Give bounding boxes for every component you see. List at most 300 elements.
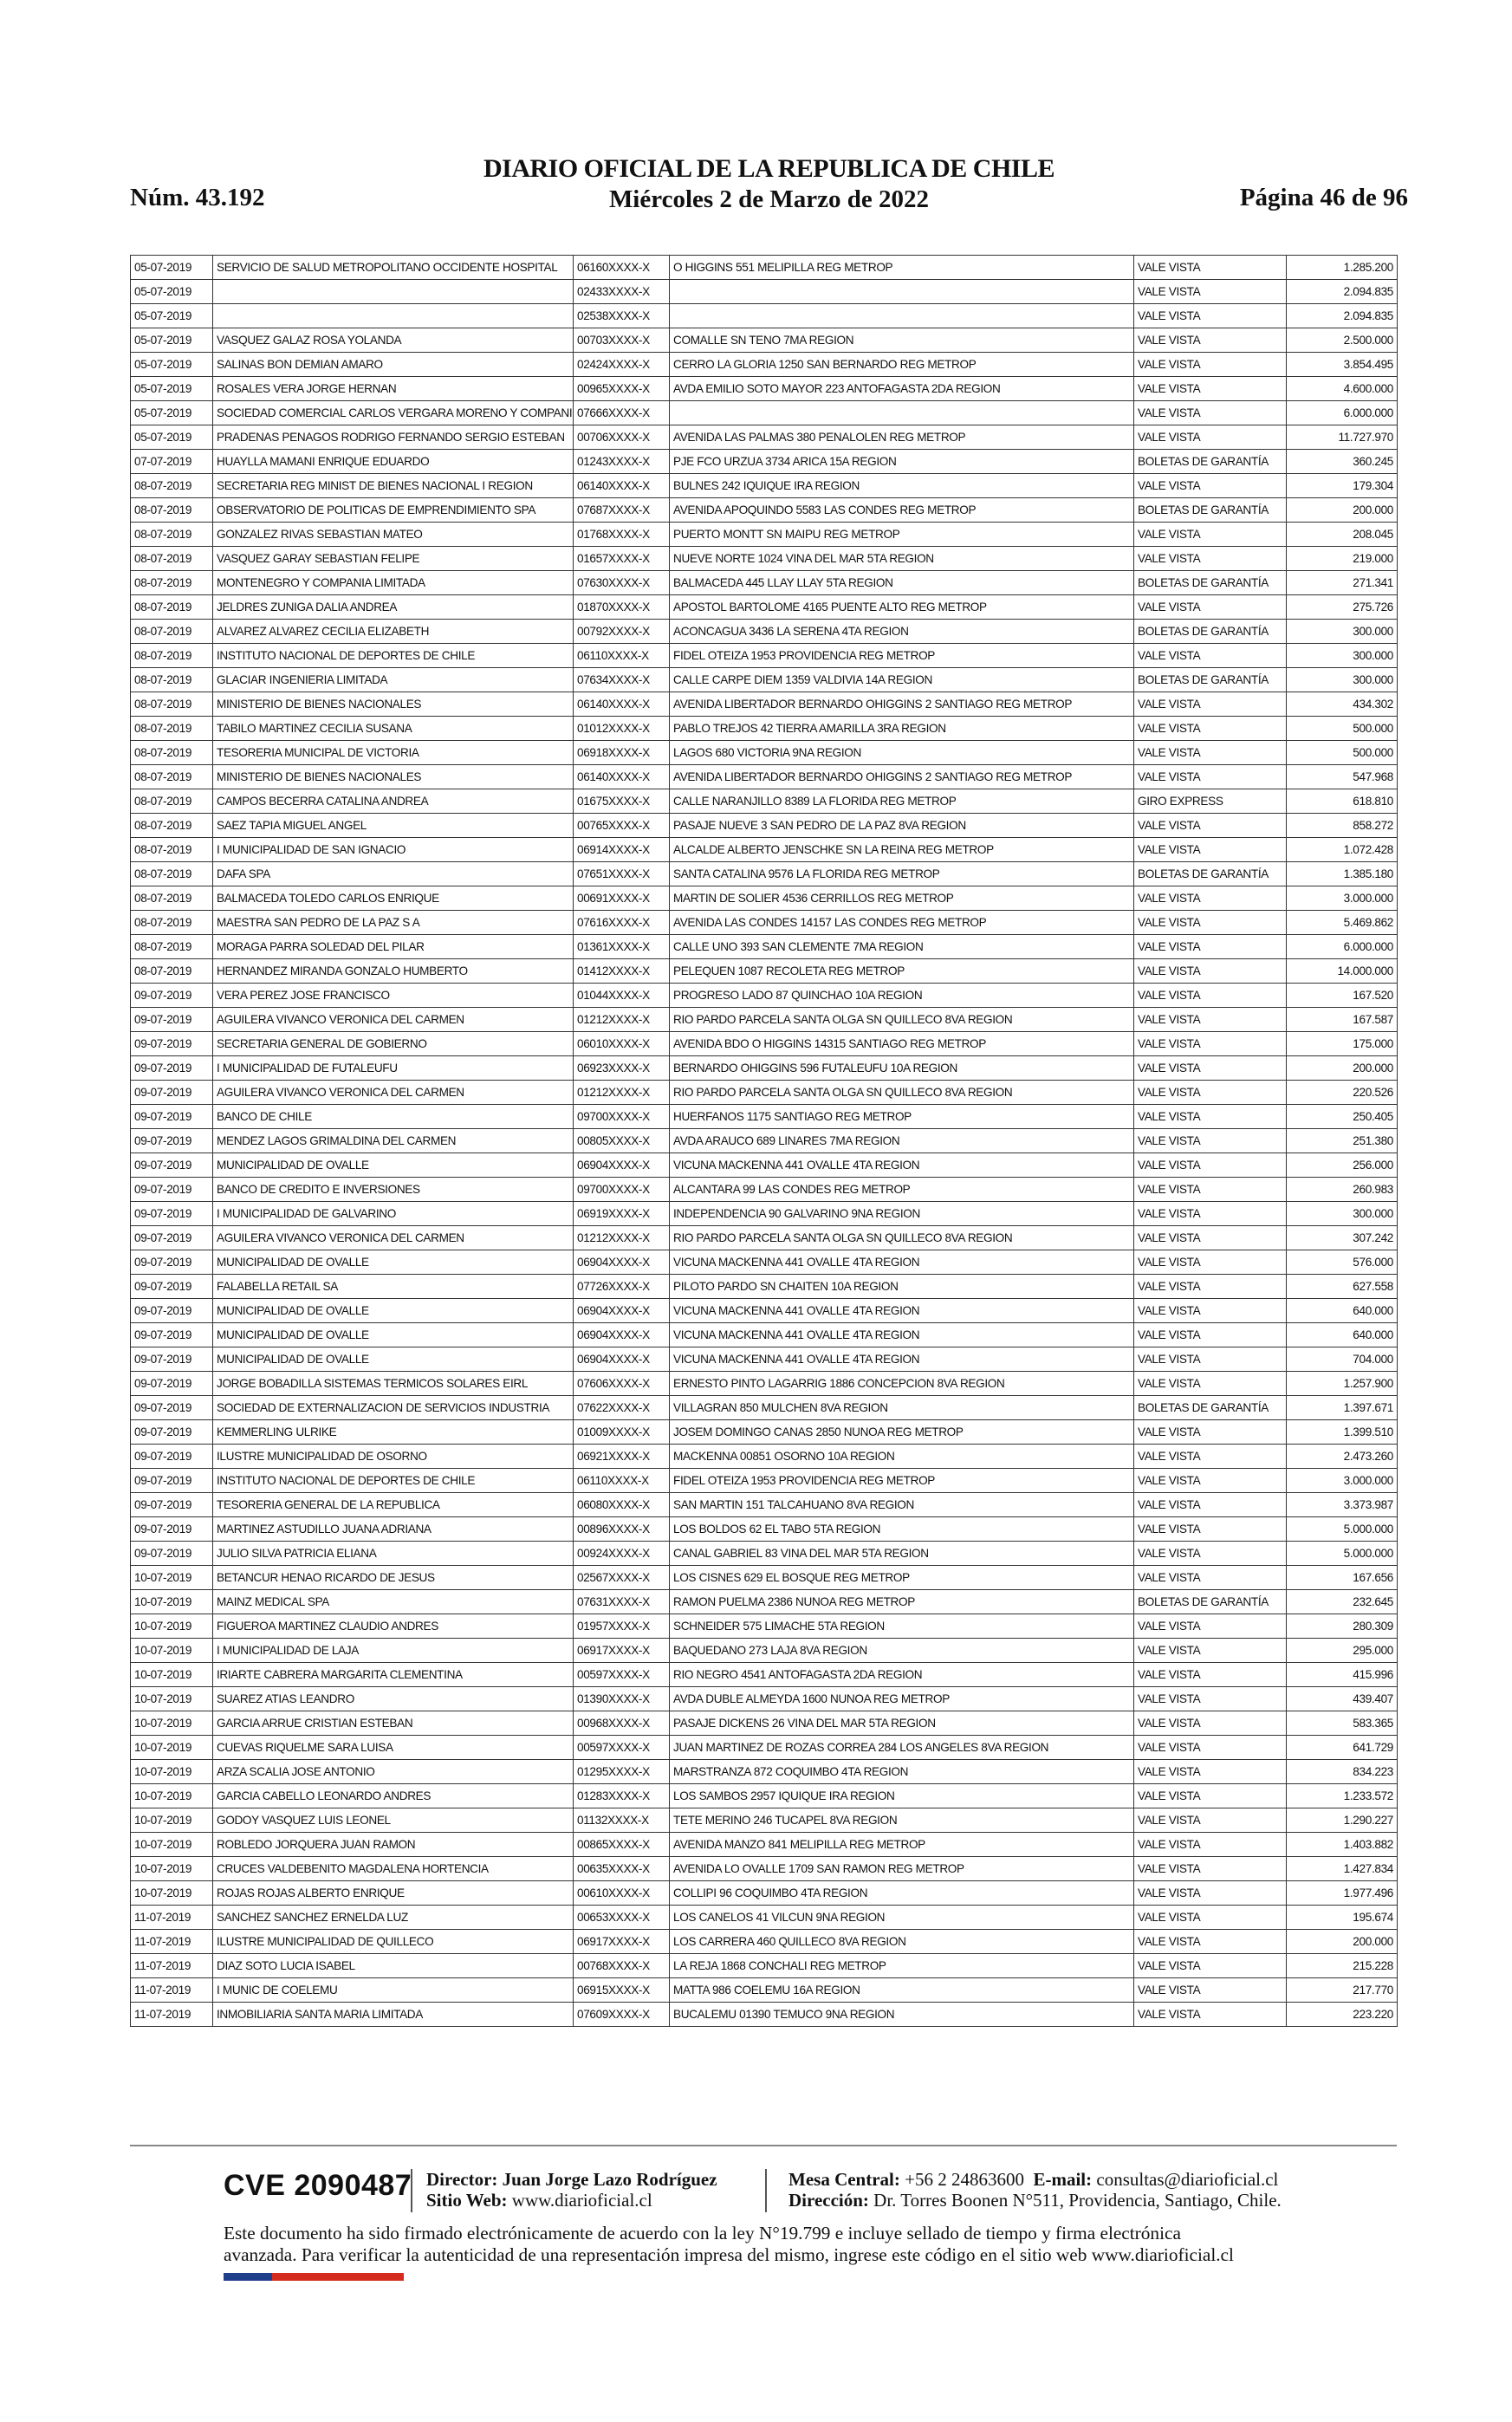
cell-document-type: VALE VISTA (1134, 595, 1287, 620)
cell-address: RAMON PUELMA 2386 NUNOA REG METROP (670, 1590, 1134, 1614)
cell-rut: 06904XXXX-X (574, 1347, 670, 1372)
cell-date: 10-07-2019 (131, 1639, 213, 1663)
cell-document-type: VALE VISTA (1134, 1202, 1287, 1226)
cell-amount: 5.000.000 (1287, 1542, 1398, 1566)
cell-address: PROGRESO LADO 87 QUINCHAO 10A REGION (670, 984, 1134, 1008)
cell-date: 11-07-2019 (131, 1930, 213, 1954)
cell-date: 08-07-2019 (131, 595, 213, 620)
cell-beneficiary: CAMPOS BECERRA CATALINA ANDREA (213, 789, 574, 814)
table-row (131, 1566, 1398, 1590)
table-row (131, 1833, 1398, 1857)
cell-address: FIDEL OTEIZA 1953 PROVIDENCIA REG METROP (670, 644, 1134, 668)
cell-date: 11-07-2019 (131, 2003, 213, 2027)
cell-address: AVENIDA LIBERTADOR BERNARDO OHIGGINS 2 SANTIAGO REG METROP (670, 692, 1134, 717)
cell-document-type: VALE VISTA (1134, 1445, 1287, 1469)
cell-amount: 627.558 (1287, 1275, 1398, 1299)
cell-rut: 06140XXXX-X (574, 765, 670, 789)
table-row (131, 1493, 1398, 1517)
cell-date: 08-07-2019 (131, 668, 213, 692)
cell-beneficiary: SANCHEZ SANCHEZ ERNELDA LUZ (213, 1906, 574, 1930)
cell-rut: 06010XXXX-X (574, 1032, 670, 1056)
cell-document-type: VALE VISTA (1134, 814, 1287, 838)
cell-rut: 06140XXXX-X (574, 474, 670, 498)
cell-document-type: VALE VISTA (1134, 1226, 1287, 1250)
cell-rut: 06919XXXX-X (574, 1202, 670, 1226)
cell-beneficiary: MUNICIPALIDAD DE OVALLE (213, 1347, 574, 1372)
cell-amount: 1.385.180 (1287, 862, 1398, 886)
cell-date: 08-07-2019 (131, 814, 213, 838)
table-row (131, 377, 1398, 401)
cell-amount: 167.587 (1287, 1008, 1398, 1032)
cell-rut: 06904XXXX-X (574, 1153, 670, 1178)
cell-beneficiary: MUNICIPALIDAD DE OVALLE (213, 1153, 574, 1178)
table-row (131, 280, 1398, 304)
cell-rut: 00805XXXX-X (574, 1129, 670, 1153)
cell-rut: 01283XXXX-X (574, 1784, 670, 1808)
cell-date: 08-07-2019 (131, 862, 213, 886)
cell-address: SCHNEIDER 575 LIMACHE 5TA REGION (670, 1614, 1134, 1639)
cell-rut: 06923XXXX-X (574, 1056, 670, 1081)
cell-document-type: VALE VISTA (1134, 935, 1287, 959)
cell-date: 10-07-2019 (131, 1760, 213, 1784)
web-link[interactable]: www.diarioficial.cl (511, 2190, 652, 2211)
cell-rut: 02538XXXX-X (574, 304, 670, 328)
cell-amount: 3.000.000 (1287, 886, 1398, 911)
cell-beneficiary: VERA PEREZ JOSE FRANCISCO (213, 984, 574, 1008)
cell-address (670, 401, 1134, 425)
cell-rut: 01212XXXX-X (574, 1008, 670, 1032)
cell-rut: 00865XXXX-X (574, 1833, 670, 1857)
cell-date: 09-07-2019 (131, 1372, 213, 1396)
cell-beneficiary: SECRETARIA GENERAL DE GOBIERNO (213, 1032, 574, 1056)
cell-address: RIO PARDO PARCELA SANTA OLGA SN QUILLECO 8VA REGION (670, 1226, 1134, 1250)
cell-amount: 2.473.260 (1287, 1445, 1398, 1469)
table-row (131, 1153, 1398, 1178)
cell-address: JOSEM DOMINGO CANAS 2850 NUNOA REG METROP (670, 1420, 1134, 1445)
cell-amount: 500.000 (1287, 717, 1398, 741)
cell-document-type: VALE VISTA (1134, 1881, 1287, 1906)
cell-rut: 01012XXXX-X (574, 717, 670, 741)
cell-address: VILLAGRAN 850 MULCHEN 8VA REGION (670, 1396, 1134, 1420)
cell-date: 09-07-2019 (131, 1032, 213, 1056)
cell-address: PILOTO PARDO SN CHAITEN 10A REGION (670, 1275, 1134, 1299)
cell-beneficiary: MUNICIPALIDAD DE OVALLE (213, 1299, 574, 1323)
cell-rut: 00597XXXX-X (574, 1663, 670, 1687)
cell-document-type: VALE VISTA (1134, 1542, 1287, 1566)
table-row (131, 2003, 1398, 2027)
cell-rut: 07687XXXX-X (574, 498, 670, 523)
director-label: Director: (426, 2169, 498, 2190)
cell-date: 08-07-2019 (131, 620, 213, 644)
cell-address: PASAJE NUEVE 3 SAN PEDRO DE LA PAZ 8VA REGION (670, 814, 1134, 838)
cell-beneficiary: ROJAS ROJAS ALBERTO ENRIQUE (213, 1881, 574, 1906)
cell-date: 10-07-2019 (131, 1687, 213, 1711)
table-row (131, 1347, 1398, 1372)
cell-document-type: VALE VISTA (1134, 1614, 1287, 1639)
table-row (131, 1105, 1398, 1129)
cell-rut: 01412XXXX-X (574, 959, 670, 984)
cell-rut: 01768XXXX-X (574, 523, 670, 547)
email-label: E-mail: (1033, 2169, 1093, 2190)
cell-rut: 06917XXXX-X (574, 1639, 670, 1663)
cell-document-type: VALE VISTA (1134, 717, 1287, 741)
cell-amount: 300.000 (1287, 668, 1398, 692)
cell-address: BALMACEDA 445 LLAY LLAY 5TA REGION (670, 571, 1134, 595)
cell-address: BUCALEMU 01390 TEMUCO 9NA REGION (670, 2003, 1134, 2027)
cell-amount: 2.094.835 (1287, 304, 1398, 328)
cell-rut: 06110XXXX-X (574, 644, 670, 668)
cell-address: BULNES 242 IQUIQUE IRA REGION (670, 474, 1134, 498)
table-row (131, 1275, 1398, 1299)
cell-document-type: VALE VISTA (1134, 1808, 1287, 1833)
cell-date: 09-07-2019 (131, 1008, 213, 1032)
cell-rut: 01675XXXX-X (574, 789, 670, 814)
cell-date: 09-07-2019 (131, 1202, 213, 1226)
cell-amount: 4.600.000 (1287, 377, 1398, 401)
cell-rut: 07631XXXX-X (574, 1590, 670, 1614)
cell-rut: 01009XXXX-X (574, 1420, 670, 1445)
table-row (131, 1736, 1398, 1760)
cell-beneficiary: I MUNICIPALIDAD DE GALVARINO (213, 1202, 574, 1226)
table-row (131, 474, 1398, 498)
cell-document-type: BOLETAS DE GARANTÍA (1134, 1396, 1287, 1420)
table-row (131, 1250, 1398, 1275)
cell-address: MARTIN DE SOLIER 4536 CERRILLOS REG METROP (670, 886, 1134, 911)
cell-amount: 232.645 (1287, 1590, 1398, 1614)
cell-amount: 2.094.835 (1287, 280, 1398, 304)
cell-beneficiary: TABILO MARTINEZ CECILIA SUSANA (213, 717, 574, 741)
cell-beneficiary: AGUILERA VIVANCO VERONICA DEL CARMEN (213, 1081, 574, 1105)
table-row (131, 838, 1398, 862)
cell-date: 09-07-2019 (131, 984, 213, 1008)
cell-rut: 00896XXXX-X (574, 1517, 670, 1542)
cell-document-type: VALE VISTA (1134, 1032, 1287, 1056)
email-link[interactable]: consultas@diarioficial.cl (1096, 2169, 1279, 2190)
cell-document-type: BOLETAS DE GARANTÍA (1134, 571, 1287, 595)
cell-amount: 223.220 (1287, 2003, 1398, 2027)
cell-document-type: VALE VISTA (1134, 1906, 1287, 1930)
cell-document-type: VALE VISTA (1134, 1639, 1287, 1663)
cell-document-type: VALE VISTA (1134, 1372, 1287, 1396)
cell-rut: 07634XXXX-X (574, 668, 670, 692)
cell-beneficiary: PRADENAS PENAGOS RODRIGO FERNANDO SERGIO ESTEBAN (213, 425, 574, 450)
cell-amount: 1.977.496 (1287, 1881, 1398, 1906)
cell-document-type: VALE VISTA (1134, 1105, 1287, 1129)
cell-beneficiary: MUNICIPALIDAD DE OVALLE (213, 1323, 574, 1347)
cell-address: PABLO TREJOS 42 TIERRA AMARILLA 3RA REGION (670, 717, 1134, 741)
cell-document-type: VALE VISTA (1134, 2003, 1287, 2027)
cell-amount: 1.072.428 (1287, 838, 1398, 862)
cell-amount: 1.397.671 (1287, 1396, 1398, 1420)
cell-amount: 3.854.495 (1287, 353, 1398, 377)
cell-document-type: VALE VISTA (1134, 1178, 1287, 1202)
table-row (131, 1008, 1398, 1032)
cell-rut: 01132XXXX-X (574, 1808, 670, 1833)
cell-amount: 6.000.000 (1287, 935, 1398, 959)
cell-amount: 618.810 (1287, 789, 1398, 814)
cell-beneficiary: FALABELLA RETAIL SA (213, 1275, 574, 1299)
cell-beneficiary: AGUILERA VIVANCO VERONICA DEL CARMEN (213, 1008, 574, 1032)
page-number: Página 46 de 96 (1239, 184, 1408, 211)
table-row (131, 595, 1398, 620)
cell-rut: 06080XXXX-X (574, 1493, 670, 1517)
cell-document-type: VALE VISTA (1134, 523, 1287, 547)
cell-beneficiary: VASQUEZ GALAZ ROSA YOLANDA (213, 328, 574, 353)
cell-amount: 200.000 (1287, 1056, 1398, 1081)
cell-address: AVDA DUBLE ALMEYDA 1600 NUNOA REG METROP (670, 1687, 1134, 1711)
cell-rut: 06914XXXX-X (574, 838, 670, 862)
cell-amount: 500.000 (1287, 741, 1398, 765)
cell-address: CALLE CARPE DIEM 1359 VALDIVIA 14A REGION (670, 668, 1134, 692)
cell-document-type: VALE VISTA (1134, 1056, 1287, 1081)
table-row (131, 717, 1398, 741)
cell-address: AVDA EMILIO SOTO MAYOR 223 ANTOFAGASTA 2DA REGION (670, 377, 1134, 401)
table-row (131, 1760, 1398, 1784)
cell-date: 10-07-2019 (131, 1784, 213, 1808)
table-row (131, 425, 1398, 450)
cell-address: MARSTRANZA 872 COQUIMBO 4TA REGION (670, 1760, 1134, 1784)
cell-beneficiary: MAINZ MEDICAL SPA (213, 1590, 574, 1614)
table-row (131, 523, 1398, 547)
cell-beneficiary: MINISTERIO DE BIENES NACIONALES (213, 692, 574, 717)
cell-document-type: VALE VISTA (1134, 1250, 1287, 1275)
cell-amount: 300.000 (1287, 620, 1398, 644)
cell-document-type: VALE VISTA (1134, 1081, 1287, 1105)
cell-address: LOS SAMBOS 2957 IQUIQUE IRA REGION (670, 1784, 1134, 1808)
cell-date: 08-07-2019 (131, 571, 213, 595)
cell-address: PUERTO MONTT SN MAIPU REG METROP (670, 523, 1134, 547)
cell-beneficiary: HERNANDEZ MIRANDA GONZALO HUMBERTO (213, 959, 574, 984)
cell-amount: 208.045 (1287, 523, 1398, 547)
cell-rut: 01295XXXX-X (574, 1760, 670, 1784)
cell-document-type: VALE VISTA (1134, 1420, 1287, 1445)
cell-amount: 219.000 (1287, 547, 1398, 571)
table-row (131, 862, 1398, 886)
cell-document-type: BOLETAS DE GARANTÍA (1134, 450, 1287, 474)
cell-date: 09-07-2019 (131, 1445, 213, 1469)
cell-document-type: VALE VISTA (1134, 1687, 1287, 1711)
cell-date: 05-07-2019 (131, 304, 213, 328)
flag-stripe (224, 2273, 404, 2281)
cell-address: PJE FCO URZUA 3734 ARICA 15A REGION (670, 450, 1134, 474)
table-row (131, 1784, 1398, 1808)
cell-address: CANAL GABRIEL 83 VINA DEL MAR 5TA REGION (670, 1542, 1134, 1566)
table-row (131, 1906, 1398, 1930)
cell-beneficiary: I MUNICIPALIDAD DE SAN IGNACIO (213, 838, 574, 862)
cell-date: 10-07-2019 (131, 1566, 213, 1590)
cell-amount: 1.257.900 (1287, 1372, 1398, 1396)
cell-rut: 06160XXXX-X (574, 256, 670, 280)
cell-address: ALCALDE ALBERTO JENSCHKE SN LA REINA REG METROP (670, 838, 1134, 862)
cell-address: CALLE NARANJILLO 8389 LA FLORIDA REG METROP (670, 789, 1134, 814)
cell-address: JUAN MARTINEZ DE ROZAS CORREA 284 LOS ANGELES 8VA REGION (670, 1736, 1134, 1760)
table-row (131, 401, 1398, 425)
table-row (131, 304, 1398, 328)
table-row (131, 1056, 1398, 1081)
table-row (131, 1178, 1398, 1202)
cell-date: 08-07-2019 (131, 523, 213, 547)
cell-address (670, 280, 1134, 304)
cell-beneficiary: I MUNIC DE COELEMU (213, 1978, 574, 2003)
cell-rut: 01957XXXX-X (574, 1614, 670, 1639)
table-row (131, 1299, 1398, 1323)
cell-address: AVENIDA BDO O HIGGINS 14315 SANTIAGO REG METROP (670, 1032, 1134, 1056)
cell-document-type: VALE VISTA (1134, 959, 1287, 984)
cell-document-type: GIRO EXPRESS (1134, 789, 1287, 814)
cell-rut: 07616XXXX-X (574, 911, 670, 935)
cell-date: 10-07-2019 (131, 1833, 213, 1857)
gazette-title: DIARIO OFICIAL DE LA REPUBLICA DE CHILE (483, 154, 1055, 183)
cell-date: 11-07-2019 (131, 1954, 213, 1978)
cell-rut: 09700XXXX-X (574, 1105, 670, 1129)
table-row (131, 1614, 1398, 1639)
table-row (131, 911, 1398, 935)
cell-date: 08-07-2019 (131, 741, 213, 765)
cell-address: SANTA CATALINA 9576 LA FLORIDA REG METROP (670, 862, 1134, 886)
table-row (131, 1517, 1398, 1542)
cell-beneficiary: SAEZ TAPIA MIGUEL ANGEL (213, 814, 574, 838)
cell-address: TETE MERINO 246 TUCAPEL 8VA REGION (670, 1808, 1134, 1833)
cell-document-type: BOLETAS DE GARANTÍA (1134, 620, 1287, 644)
cell-beneficiary: INMOBILIARIA SANTA MARIA LIMITADA (213, 2003, 574, 2027)
cell-rut: 07651XXXX-X (574, 862, 670, 886)
table-row (131, 765, 1398, 789)
cell-amount: 439.407 (1287, 1687, 1398, 1711)
table-row (131, 886, 1398, 911)
cell-document-type: VALE VISTA (1134, 1978, 1287, 2003)
cell-beneficiary: FIGUEROA MARTINEZ CLAUDIO ANDRES (213, 1614, 574, 1639)
table-row (131, 1469, 1398, 1493)
cell-date: 05-07-2019 (131, 256, 213, 280)
cell-date: 09-07-2019 (131, 1493, 213, 1517)
cell-document-type: VALE VISTA (1134, 1153, 1287, 1178)
cell-rut: 01243XXXX-X (574, 450, 670, 474)
table-row (131, 1857, 1398, 1881)
cell-amount: 576.000 (1287, 1250, 1398, 1275)
cell-date: 10-07-2019 (131, 1711, 213, 1736)
cell-date: 09-07-2019 (131, 1250, 213, 1275)
cell-amount: 195.674 (1287, 1906, 1398, 1930)
cell-address: AVENIDA MANZO 841 MELIPILLA REG METROP (670, 1833, 1134, 1857)
cell-document-type: VALE VISTA (1134, 1129, 1287, 1153)
cell-address: ACONCAGUA 3436 LA SERENA 4TA REGION (670, 620, 1134, 644)
cell-rut: 06915XXXX-X (574, 1978, 670, 2003)
cell-rut: 01044XXXX-X (574, 984, 670, 1008)
cell-date: 08-07-2019 (131, 935, 213, 959)
cell-beneficiary: TESORERIA MUNICIPAL DE VICTORIA (213, 741, 574, 765)
cell-rut: 01390XXXX-X (574, 1687, 670, 1711)
table-row (131, 1202, 1398, 1226)
cell-date: 05-07-2019 (131, 401, 213, 425)
table-row (131, 1129, 1398, 1153)
cell-rut: 02433XXXX-X (574, 280, 670, 304)
cell-document-type: VALE VISTA (1134, 1930, 1287, 1954)
cell-document-type: VALE VISTA (1134, 741, 1287, 765)
cell-rut: 07630XXXX-X (574, 571, 670, 595)
cell-rut: 07609XXXX-X (574, 2003, 670, 2027)
footer-separator (411, 2169, 412, 2212)
cell-date: 08-07-2019 (131, 886, 213, 911)
cell-address: AVENIDA LAS PALMAS 380 PENALOLEN REG METROP (670, 425, 1134, 450)
cell-document-type: VALE VISTA (1134, 280, 1287, 304)
address-label: Dirección: (788, 2190, 869, 2211)
cell-rut: 07666XXXX-X (574, 401, 670, 425)
cell-date: 10-07-2019 (131, 1736, 213, 1760)
cell-address: RIO NEGRO 4541 ANTOFAGASTA 2DA REGION (670, 1663, 1134, 1687)
table-row (131, 1687, 1398, 1711)
cell-document-type: VALE VISTA (1134, 1566, 1287, 1590)
cell-amount: 179.304 (1287, 474, 1398, 498)
cell-amount: 1.403.882 (1287, 1833, 1398, 1857)
cell-beneficiary: HUAYLLA MAMANI ENRIQUE EDUARDO (213, 450, 574, 474)
cell-address: MACKENNA 00851 OSORNO 10A REGION (670, 1445, 1134, 1469)
table-row (131, 935, 1398, 959)
cell-beneficiary: VASQUEZ GARAY SEBASTIAN FELIPE (213, 547, 574, 571)
cell-date: 08-07-2019 (131, 911, 213, 935)
cell-beneficiary: JULIO SILVA PATRICIA ELIANA (213, 1542, 574, 1566)
cell-address: VICUNA MACKENNA 441 OVALLE 4TA REGION (670, 1347, 1134, 1372)
cell-beneficiary: INSTITUTO NACIONAL DE DEPORTES DE CHILE (213, 1469, 574, 1493)
table-body (131, 256, 1398, 2027)
cell-document-type: VALE VISTA (1134, 377, 1287, 401)
cell-document-type: BOLETAS DE GARANTÍA (1134, 498, 1287, 523)
cell-beneficiary: BANCO DE CHILE (213, 1105, 574, 1129)
cell-beneficiary: SECRETARIA REG MINIST DE BIENES NACIONAL I REGION (213, 474, 574, 498)
table-row (131, 984, 1398, 1008)
cell-document-type: VALE VISTA (1134, 1833, 1287, 1857)
cell-beneficiary: ALVAREZ ALVAREZ CECILIA ELIZABETH (213, 620, 574, 644)
cell-address: CERRO LA GLORIA 1250 SAN BERNARDO REG METROP (670, 353, 1134, 377)
cell-beneficiary: MORAGA PARRA SOLEDAD DEL PILAR (213, 935, 574, 959)
cell-date: 09-07-2019 (131, 1081, 213, 1105)
table-row (131, 789, 1398, 814)
cell-amount: 280.309 (1287, 1614, 1398, 1639)
cell-rut: 00924XXXX-X (574, 1542, 670, 1566)
cell-document-type: VALE VISTA (1134, 1857, 1287, 1881)
cell-rut: 00653XXXX-X (574, 1906, 670, 1930)
cell-document-type: VALE VISTA (1134, 474, 1287, 498)
table-row (131, 814, 1398, 838)
cell-beneficiary: I MUNICIPALIDAD DE FUTALEUFU (213, 1056, 574, 1081)
cell-amount: 260.983 (1287, 1178, 1398, 1202)
table-row (131, 1323, 1398, 1347)
table-row (131, 1808, 1398, 1833)
footer-separator (765, 2169, 767, 2212)
cell-amount: 295.000 (1287, 1639, 1398, 1663)
cell-document-type: VALE VISTA (1134, 644, 1287, 668)
cell-address: ERNESTO PINTO LAGARRIG 1886 CONCEPCION 8VA REGION (670, 1372, 1134, 1396)
cell-document-type: VALE VISTA (1134, 401, 1287, 425)
cell-document-type: VALE VISTA (1134, 1469, 1287, 1493)
cell-rut: 06921XXXX-X (574, 1445, 670, 1469)
cell-date: 09-07-2019 (131, 1299, 213, 1323)
cell-document-type: VALE VISTA (1134, 547, 1287, 571)
cell-amount: 415.996 (1287, 1663, 1398, 1687)
cell-amount: 1.290.227 (1287, 1808, 1398, 1833)
table-row (131, 1396, 1398, 1420)
cell-beneficiary (213, 304, 574, 328)
cell-address: VICUNA MACKENNA 441 OVALLE 4TA REGION (670, 1299, 1134, 1323)
cell-document-type: BOLETAS DE GARANTÍA (1134, 862, 1287, 886)
cell-beneficiary: BANCO DE CREDITO E INVERSIONES (213, 1178, 574, 1202)
cell-amount: 858.272 (1287, 814, 1398, 838)
cell-beneficiary: GARCIA CABELLO LEONARDO ANDRES (213, 1784, 574, 1808)
cell-address: LOS CANELOS 41 VILCUN 9NA REGION (670, 1906, 1134, 1930)
cell-date: 08-07-2019 (131, 547, 213, 571)
cell-date: 07-07-2019 (131, 450, 213, 474)
cell-document-type: VALE VISTA (1134, 353, 1287, 377)
cell-date: 10-07-2019 (131, 1614, 213, 1639)
